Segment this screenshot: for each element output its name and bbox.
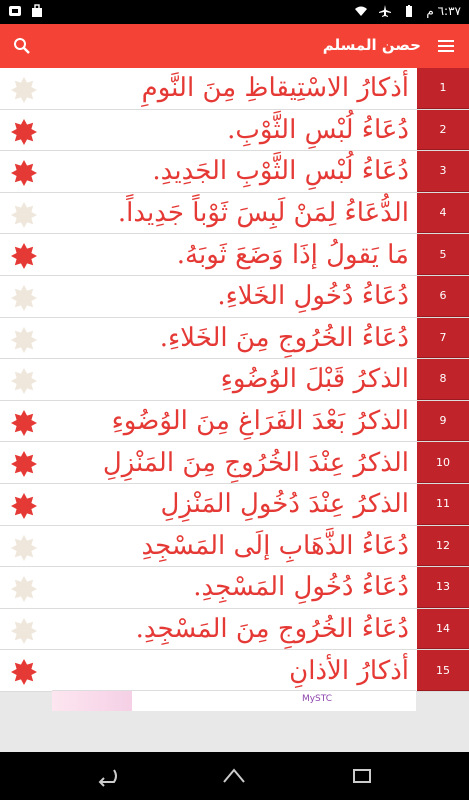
ad-image [52,691,132,711]
list-item[interactable] [0,567,469,609]
list-item-number: 3 [417,151,469,192]
list-item-number: 10 [417,442,469,483]
list-item-number: 1 [417,68,469,109]
list-item-number: 7 [417,318,469,359]
list-item[interactable] [0,650,469,692]
list-item[interactable] [0,110,469,152]
adhkar-list [0,68,469,692]
wifi-icon [354,4,368,18]
list-item-number: 4 [417,193,469,234]
favorite-star-icon[interactable] [10,118,38,146]
status-time: ٦:٣٧ م [426,4,461,18]
ad-banner[interactable] [52,690,416,711]
list-item-number: 9 [417,401,469,442]
favorite-star-icon[interactable] [10,658,38,686]
list-item[interactable] [0,318,469,360]
list-item-title: دُعَاءُ دُخُولِ الخَلاءِ. [217,281,409,312]
list-item-number: 15 [417,650,469,691]
list-item-title: دُعَاءُ لُبْسِ الثَّوْبِ الجَدِيدِ. [152,156,409,187]
notification-icon [8,4,22,18]
list-item[interactable] [0,68,469,110]
list-item[interactable] [0,151,469,193]
favorite-star-icon[interactable] [10,492,38,520]
list-item[interactable] [0,442,469,484]
list-item-title: دُعَاءُ الخُرُوجِ مِنَ المَسْجِدِ. [135,614,409,645]
favorite-star-icon[interactable] [10,367,38,395]
favorite-star-icon[interactable] [10,617,38,645]
list-item-title: الذكرُ عِنْدَ الخُرُوجِ مِنَ المَنْزِلِ [102,447,409,478]
list-item-title: مَا يَقولُ إذَا وَضَعَ ثَوبَهُ. [176,239,409,270]
list-item-title: الدُّعَاءُ لِمَنْ لَبِسَ ثَوْباً جَدِيداً. [117,198,409,229]
list-item-title: دُعَاءُ الخُرُوجِ مِنَ الخَلاءِ. [159,322,409,353]
list-item-title: الذكرُ قَبْلَ الوُضُوءِ [220,364,409,395]
battery-icon [402,4,416,18]
favorite-star-icon[interactable] [10,326,38,354]
list-item-number: 11 [417,484,469,525]
home-icon[interactable] [220,764,248,788]
favorite-star-icon[interactable] [10,159,38,187]
airplane-icon [378,4,392,18]
status-bar [0,0,469,24]
list-item-title: دُعَاءُ دُخُولِ المَسْجِدِ. [193,572,409,603]
list-item[interactable] [0,401,469,443]
list-item[interactable] [0,276,469,318]
list-item-number: 5 [417,234,469,275]
list-item-title: الذكرُ بَعْدَ الفَرَاغِ مِنَ الوُضُوءِ [111,406,409,437]
list-item[interactable] [0,484,469,526]
favorite-star-icon[interactable] [10,409,38,437]
app-bar [0,24,469,68]
list-item-number: 2 [417,110,469,151]
recents-icon[interactable] [348,764,376,788]
list-item[interactable] [0,609,469,651]
list-item-title: دُعَاءُ لُبْسِ الثَّوْبِ. [227,114,409,145]
favorite-star-icon[interactable] [10,534,38,562]
favorite-star-icon[interactable] [10,76,38,104]
list-item[interactable] [0,526,469,568]
list-item-title: الذكرُ عِنْدَ دُخُولِ المَنْزِلِ [160,489,409,520]
menu-icon[interactable] [437,37,455,55]
favorite-star-icon[interactable] [10,201,38,229]
back-icon[interactable] [92,764,120,788]
page-title: حصن المسلم [322,36,421,54]
status-left [8,4,44,18]
list-item-number: 12 [417,526,469,567]
search-icon[interactable] [12,36,32,56]
list-item[interactable] [0,234,469,276]
list-item-number: 6 [417,276,469,317]
status-right [354,4,461,18]
navigation-bar [0,752,469,800]
list-item-title: دُعَاءُ الذَّهَابِ إلَى المَسْجِدِ [141,530,409,561]
list-item[interactable] [0,359,469,401]
favorite-star-icon[interactable] [10,284,38,312]
favorite-star-icon[interactable] [10,242,38,270]
list-item-title: أذكارُ الأذانِ [289,655,409,686]
ad-text: MySTC [301,694,332,704]
list-item-number: 14 [417,609,469,650]
favorite-star-icon[interactable] [10,450,38,478]
list-item-number: 13 [417,567,469,608]
list-item-number: 8 [417,359,469,400]
list-item[interactable] [0,193,469,235]
bag-icon [30,4,44,18]
favorite-star-icon[interactable] [10,575,38,603]
list-item-title: أذكارُ الاسْتِيقاظِ مِنَ النَّومِ [141,73,409,104]
